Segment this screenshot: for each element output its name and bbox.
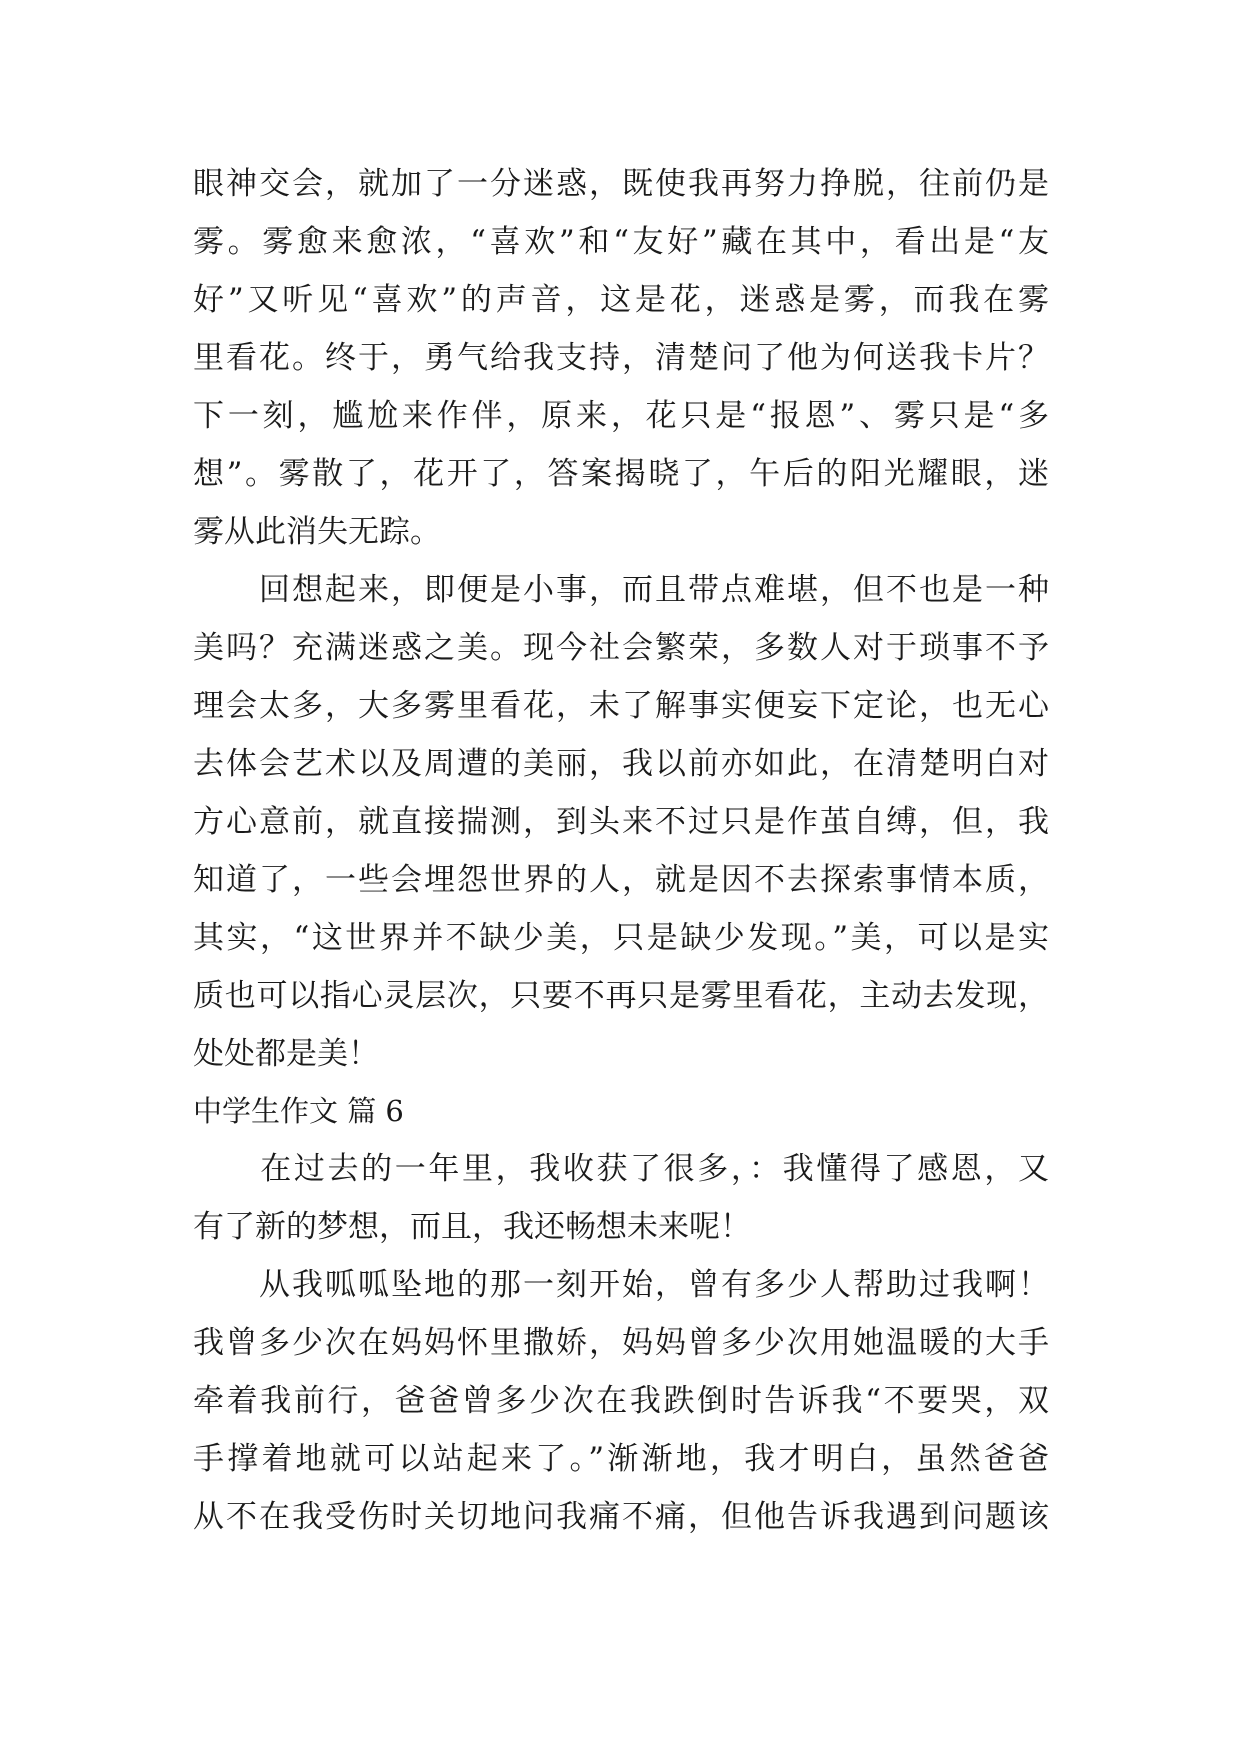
paragraph-line: 美吗？充满迷惑之美。现今社会繁荣，多数人对于琐事不予 [193,630,1049,666]
paragraph-line: 眼神交会，就加了一分迷惑，既使我再努力挣脱，往前仍是 [193,166,1049,202]
paragraph-line: 牵着我前行，爸爸曾多少次在我跌倒时告诉我“不要哭，双 [193,1383,1049,1419]
paragraph-line: 我曾多少次在妈妈怀里撒娇，妈妈曾多少次用她温暖的大手 [193,1325,1049,1361]
paragraph-line: 其实，“这世界并不缺少美，只是缺少发现。”美，可以是实 [193,920,1049,956]
paragraph-line: 理会太多，大多雾里看花，未了解事实便妄下定论，也无心 [193,688,1049,724]
paragraph-line: 处处都是美！ [193,1036,379,1072]
paragraph-line: 在过去的一年里，我收获了很多，：我懂得了感恩，又 [193,1151,1049,1187]
paragraph-line: 好”又听见“喜欢”的声音，这是花，迷惑是雾，而我在雾 [193,282,1049,318]
paragraph-line: 雾从此消失无踪。 [193,514,441,550]
paragraph-line: 质也可以指心灵层次，只要不再只是雾里看花，主动去发现， [193,978,1049,1014]
section-heading: 中学生作文 篇 6 [193,1094,404,1128]
paragraph-line: 手撑着地就可以站起来了。”渐渐地，我才明白，虽然爸爸 [193,1441,1049,1477]
paragraph-line: 从我呱呱坠地的那一刻开始，曾有多少人帮助过我啊！ [193,1267,1049,1303]
paragraph-line: 下一刻，尴尬来作伴，原来，花只是“报恩”、雾只是“多 [193,398,1049,434]
paragraph-line: 从不在我受伤时关切地问我痛不痛，但他告诉我遇到问题该 [193,1499,1049,1535]
paragraph-line: 雾。雾愈来愈浓，“喜欢”和“友好”藏在其中，看出是“友 [193,224,1049,260]
paragraph-line: 方心意前，就直接揣测，到头来不过只是作茧自缚，但，我 [193,804,1049,840]
paragraph-line: 里看花。终于，勇气给我支持，清楚问了他为何送我卡片？ [193,340,1049,376]
paragraph-line: 有了新的梦想，而且，我还畅想未来呢！ [193,1209,751,1245]
paragraph-line: 去体会艺术以及周遭的美丽，我以前亦如此，在清楚明白对 [193,746,1049,782]
paragraph-line: 知道了，一些会埋怨世界的人，就是因不去探索事情本质， [193,862,1049,898]
paragraph-line: 回想起来，即便是小事，而且带点难堪，但不也是一种 [193,572,1049,608]
paragraph-line: 想”。雾散了，花开了，答案揭晓了，午后的阳光耀眼，迷 [193,456,1049,492]
